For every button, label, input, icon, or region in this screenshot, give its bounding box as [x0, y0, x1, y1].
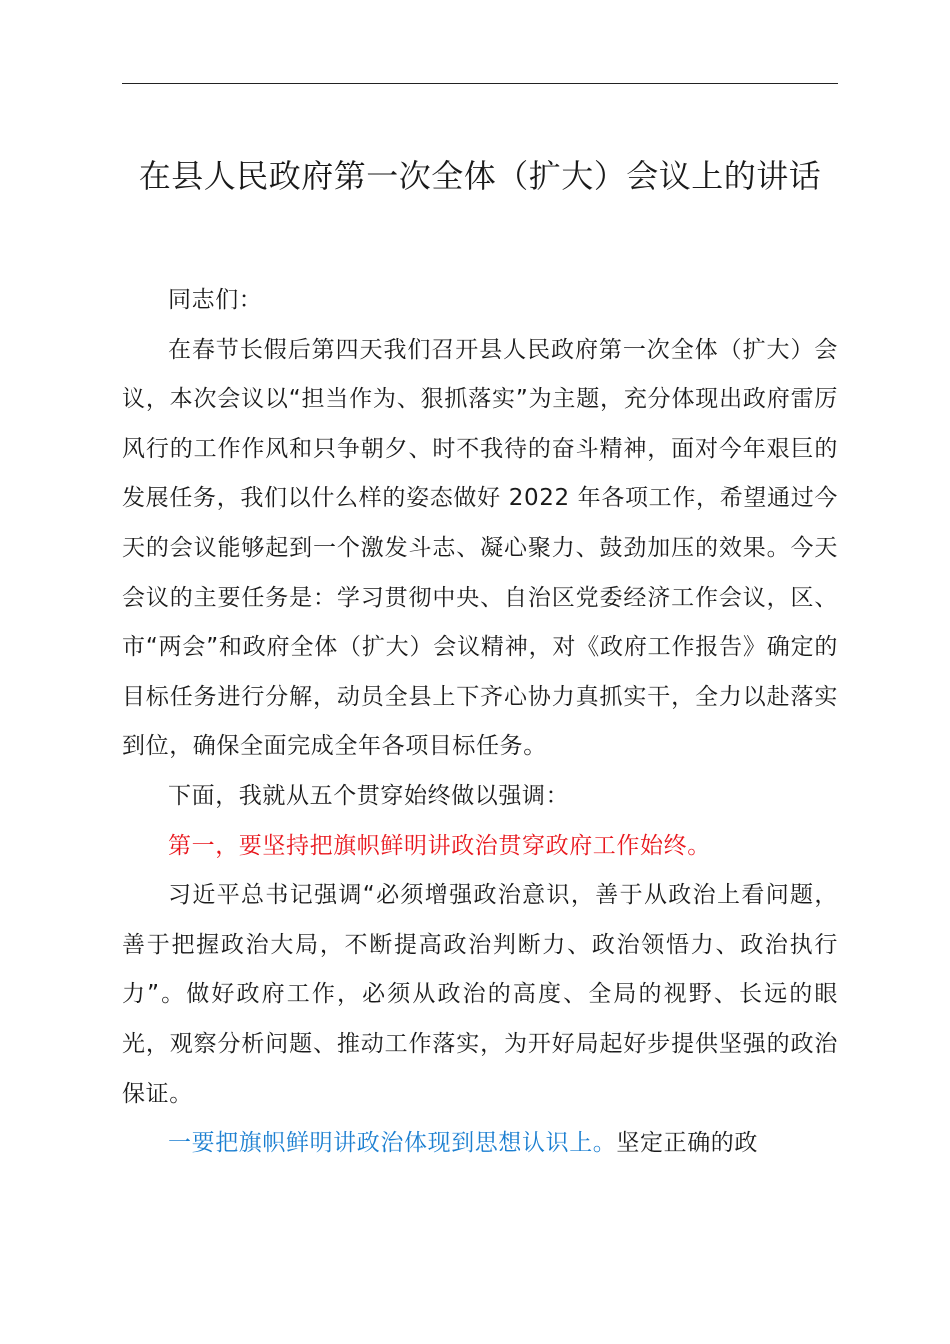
paragraph-outline: 下面，我就从五个贯穿始终做以强调： [168, 782, 570, 809]
subheading-continuation: 坚定正确的政 [616, 1130, 759, 1157]
document-body [122, 276, 838, 1169]
document-title: 在县人民政府第一次全体（扩大）会议上的讲话 [138, 157, 822, 195]
paragraph-intro: 在春节长假后第四天我们召开县人民政府第一次全体（扩大）会议，本次会议以“担当作为、狠抓落实”为主题，充分体现出政府雷厉风行的工作作风和只争朝夕、时不我待的奋斗精神，面对今年艰巨的发展任务，我们以什么样的姿态做好 2022 年各项工作，希望通过今天的会议能够起到一个激发斗志、凝心聚力、鼓劲加压的效果。今天会议的主要任务是：学习贯彻中央、自治区党委经济工作会议，区、市“两会”和政府全体（扩大）会议精神，对《政府工作报告》确定的目标任务进行分解，动员全县上下齐心协力真抓实干，全力以赴落实到位，确保全面完成全年各项目标任务。 [122, 336, 838, 760]
greeting: 同志们： [168, 287, 263, 313]
paragraph-subpoint [122, 1119, 838, 1169]
subheading-first: 一要把旗帜鲜明讲政治体现到思想认识上。 [168, 1130, 617, 1157]
header-rule [122, 83, 838, 84]
section-heading-first: 第一，要坚持把旗帜鲜明讲政治贯穿政府工作始终。 [168, 832, 711, 859]
paragraph-politics: 习近平总书记强调“必须增强政治意识，善于从政治上看问题，善于把握政治大局，不断提高政治判断力、政治领悟力、政治执行力”。做好政府工作，必须从政治的高度、全局的视野、长远的眼光，观察分析问题、推动工作落实，为开好局起好步提供坚强的政治保证。 [122, 882, 838, 1107]
